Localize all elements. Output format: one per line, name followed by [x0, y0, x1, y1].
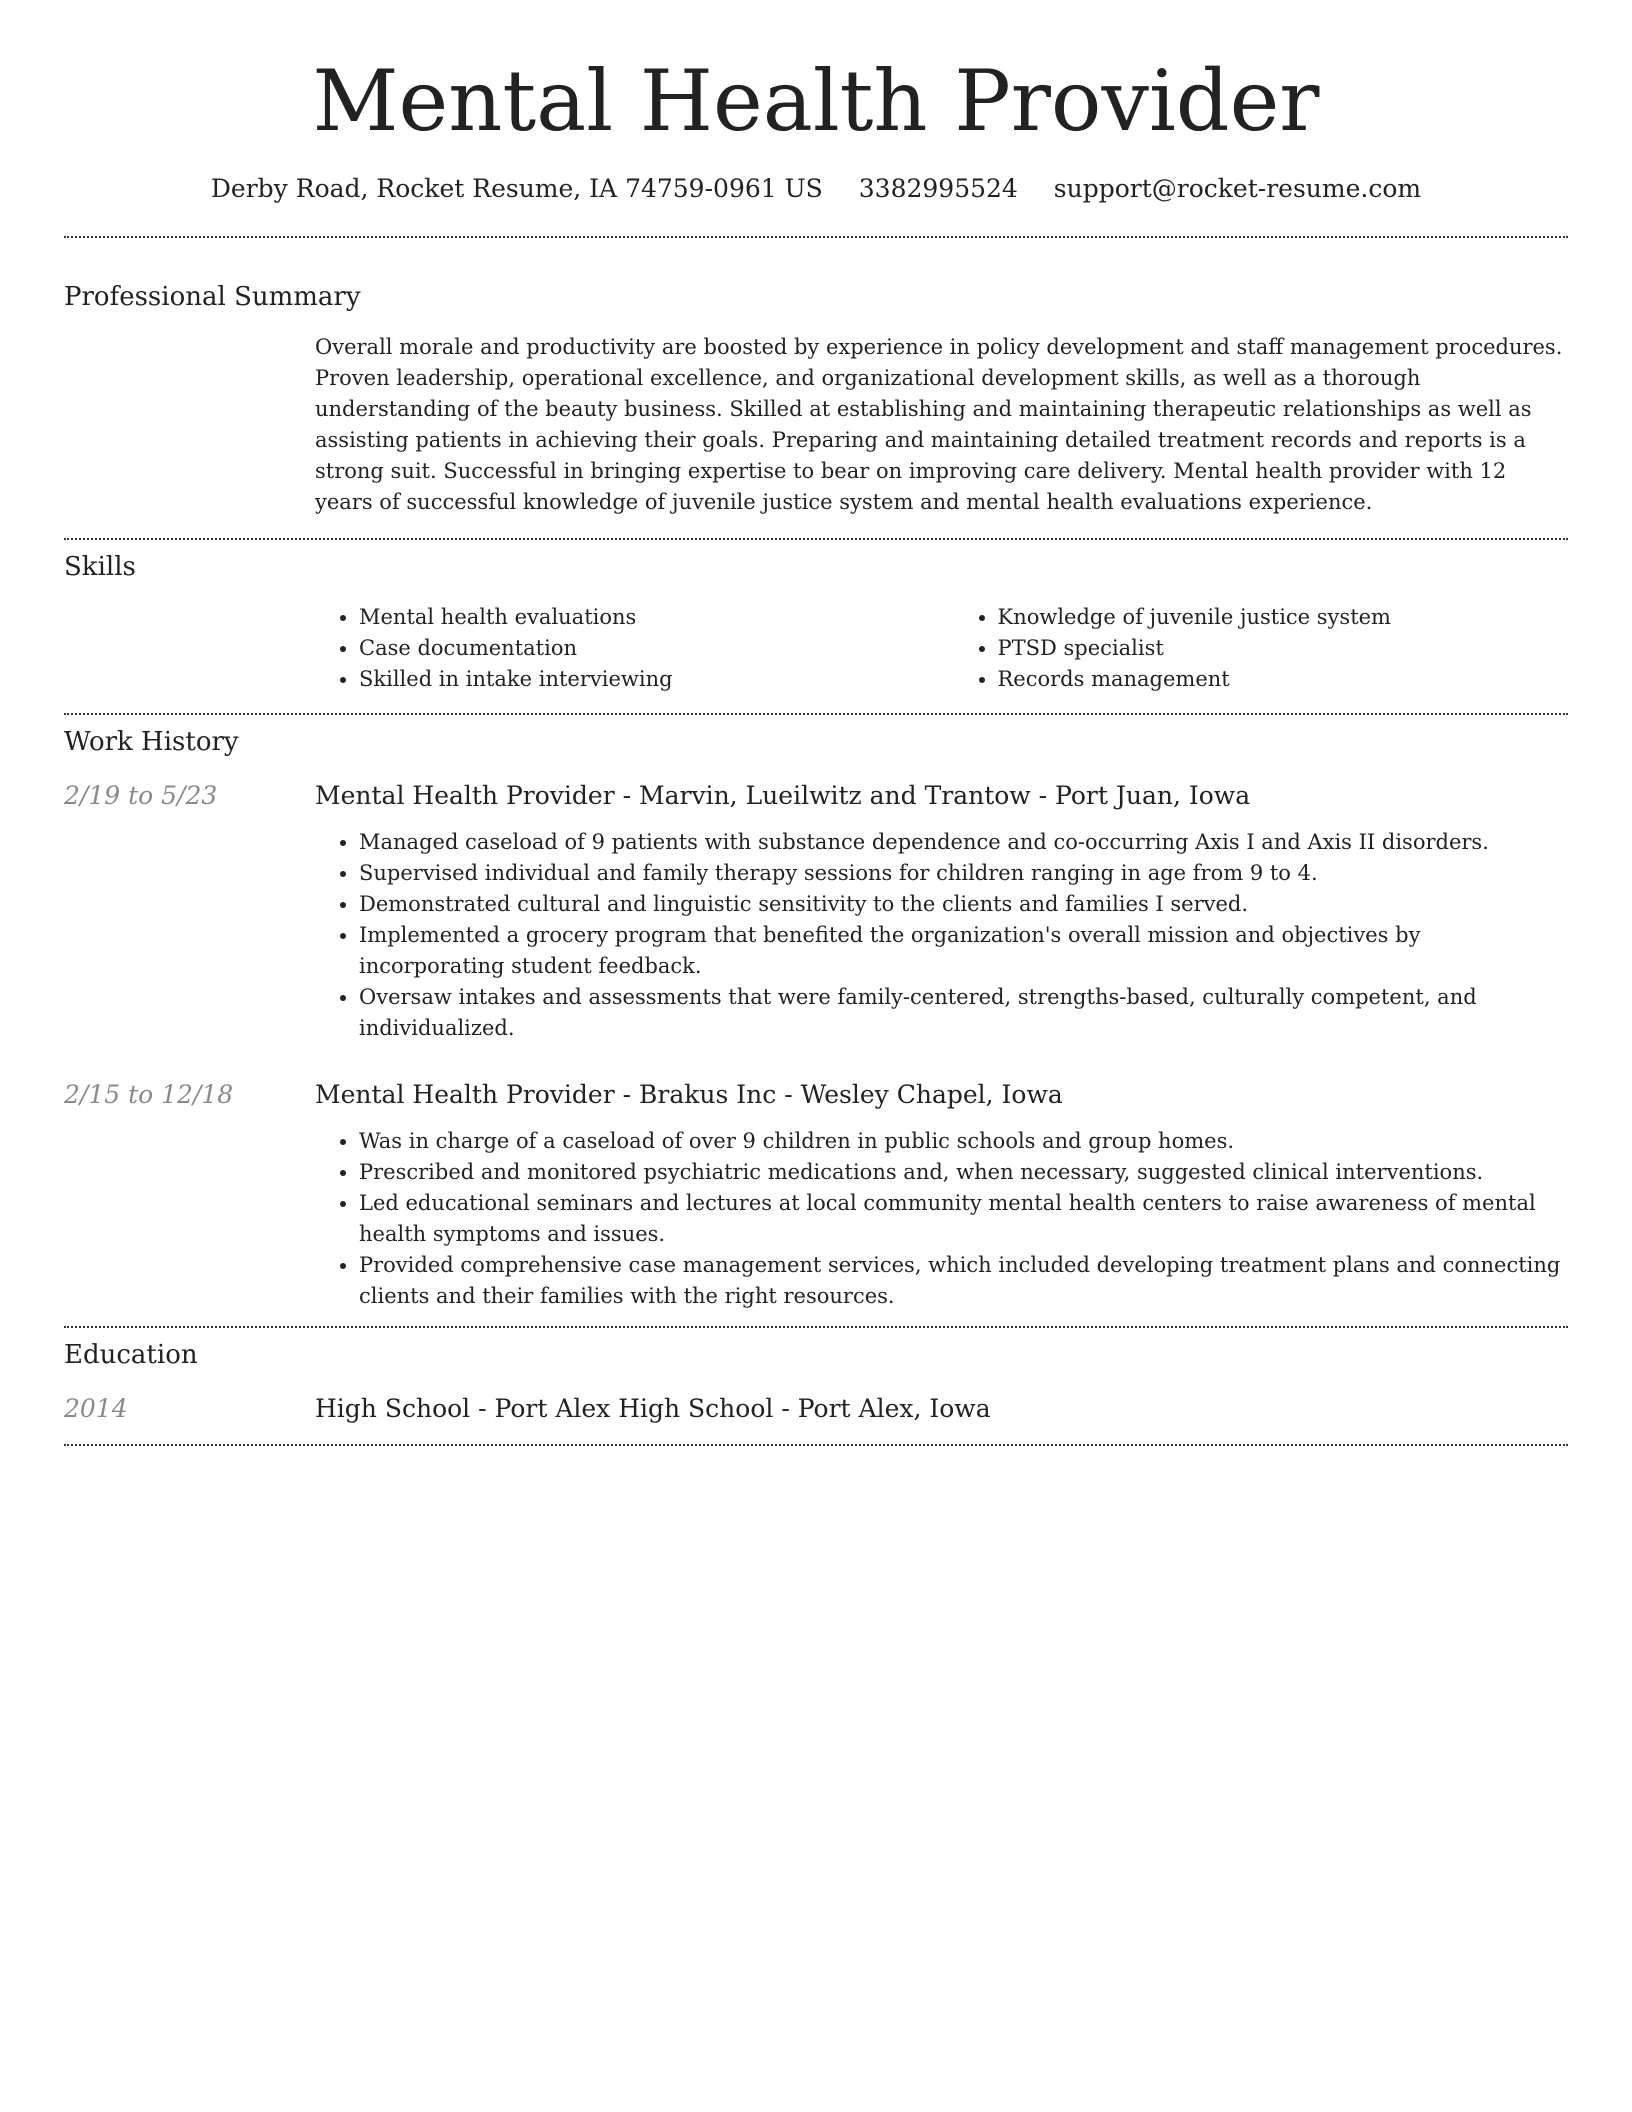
- job-bullet: • Prescribed and monitored psychiatric medications and, when necessary, suggested clinical interventions.: [359, 1157, 1568, 1188]
- job-bullet: • Demonstrated cultural and linguistic sensitivity to the clients and families I served.: [359, 889, 1568, 920]
- job-bullet: • Provided comprehensive case management services, which included developing treatment plans and connecting clients and their families with the right resources.: [359, 1250, 1568, 1312]
- skill-item: • Mental health evaluations: [359, 602, 942, 633]
- skills-section: [64, 540, 1568, 695]
- skill-item: • Records management: [998, 664, 1569, 695]
- skill-item: • Knowledge of juvenile justice system: [998, 602, 1569, 633]
- resume-name: Mental Health Provider: [312, 52, 1320, 150]
- contact-email: support@rocket-resume.com: [1053, 174, 1422, 203]
- education-year: 2014: [64, 1394, 128, 1423]
- job-heading: Mental Health Provider - Brakus Inc - Wesley Chapel, Iowa: [315, 1080, 1063, 1109]
- section-title-summary: Professional Summary: [64, 282, 361, 312]
- contact-phone: 3382995524: [858, 174, 1018, 203]
- divider: [64, 1444, 1568, 1446]
- skill-item: • Skilled in intake interviewing: [359, 664, 942, 695]
- job-dates: 2/15 to 12/18: [64, 1080, 234, 1109]
- education-section: [64, 1328, 1568, 1426]
- job-heading: Mental Health Provider - Marvin, Lueilwitz and Trantow - Port Juan, Iowa: [315, 781, 1251, 810]
- skill-item: • Case documentation: [359, 633, 942, 664]
- job-bullets: [315, 827, 1568, 1044]
- job-dates: 2/19 to 5/23: [64, 781, 218, 810]
- skills-list-left: [315, 602, 942, 695]
- job-bullet: • Implemented a grocery program that benefited the organization's overall mission and objectives by incorporating student feedback.: [359, 920, 1568, 982]
- job-bullet: • Was in charge of a caseload of over 9 children in public schools and group homes.: [359, 1126, 1568, 1157]
- section-title-work: Work History: [64, 727, 239, 757]
- job-bullet: • Led educational seminars and lectures at local community mental health centers to raise awareness of mental health symptoms and issues.: [359, 1188, 1568, 1250]
- job-entry: [64, 779, 1568, 1044]
- skills-list-right: [942, 602, 1569, 695]
- section-title-skills: Skills: [64, 552, 136, 582]
- contact-address: Derby Road, Rocket Resume, IA 74759-0961 US: [210, 174, 823, 203]
- job-bullet: • Oversaw intakes and assessments that were family-centered, strengths-based, culturally competent, and individualized.: [359, 982, 1568, 1044]
- section-title-education: Education: [64, 1340, 198, 1370]
- summary-section: [64, 238, 1568, 518]
- job-bullets: [315, 1126, 1568, 1312]
- job-bullet: • Supervised individual and family therapy sessions for children ranging in age from 9 to 4.: [359, 858, 1568, 889]
- contact-line: [64, 172, 1568, 206]
- work-section: [64, 715, 1568, 1312]
- summary-text: Overall morale and productivity are boosted by experience in policy development and staff management procedures. Proven leadership, operational excellence, and organizational development skills, as well as a thorough understanding of the beauty business. Skilled at establishing and maintaining therapeutic relationships as well as assisting patients in achieving their goals. Preparing and maintaining detailed treatment records and reports is a strong suit. Successful in bringing expertise to bear on improving care delivery. Mental health provider with 12 years of successful knowledge of juvenile justice system and mental health evaluations experience.: [315, 335, 1563, 514]
- education-heading: High School - Port Alex High School - Port Alex, Iowa: [315, 1394, 991, 1423]
- job-entry: [64, 1078, 1568, 1312]
- skill-item: • PTSD specialist: [998, 633, 1569, 664]
- job-bullet: • Managed caseload of 9 patients with substance dependence and co-occurring Axis I and Axis II disorders.: [359, 827, 1568, 858]
